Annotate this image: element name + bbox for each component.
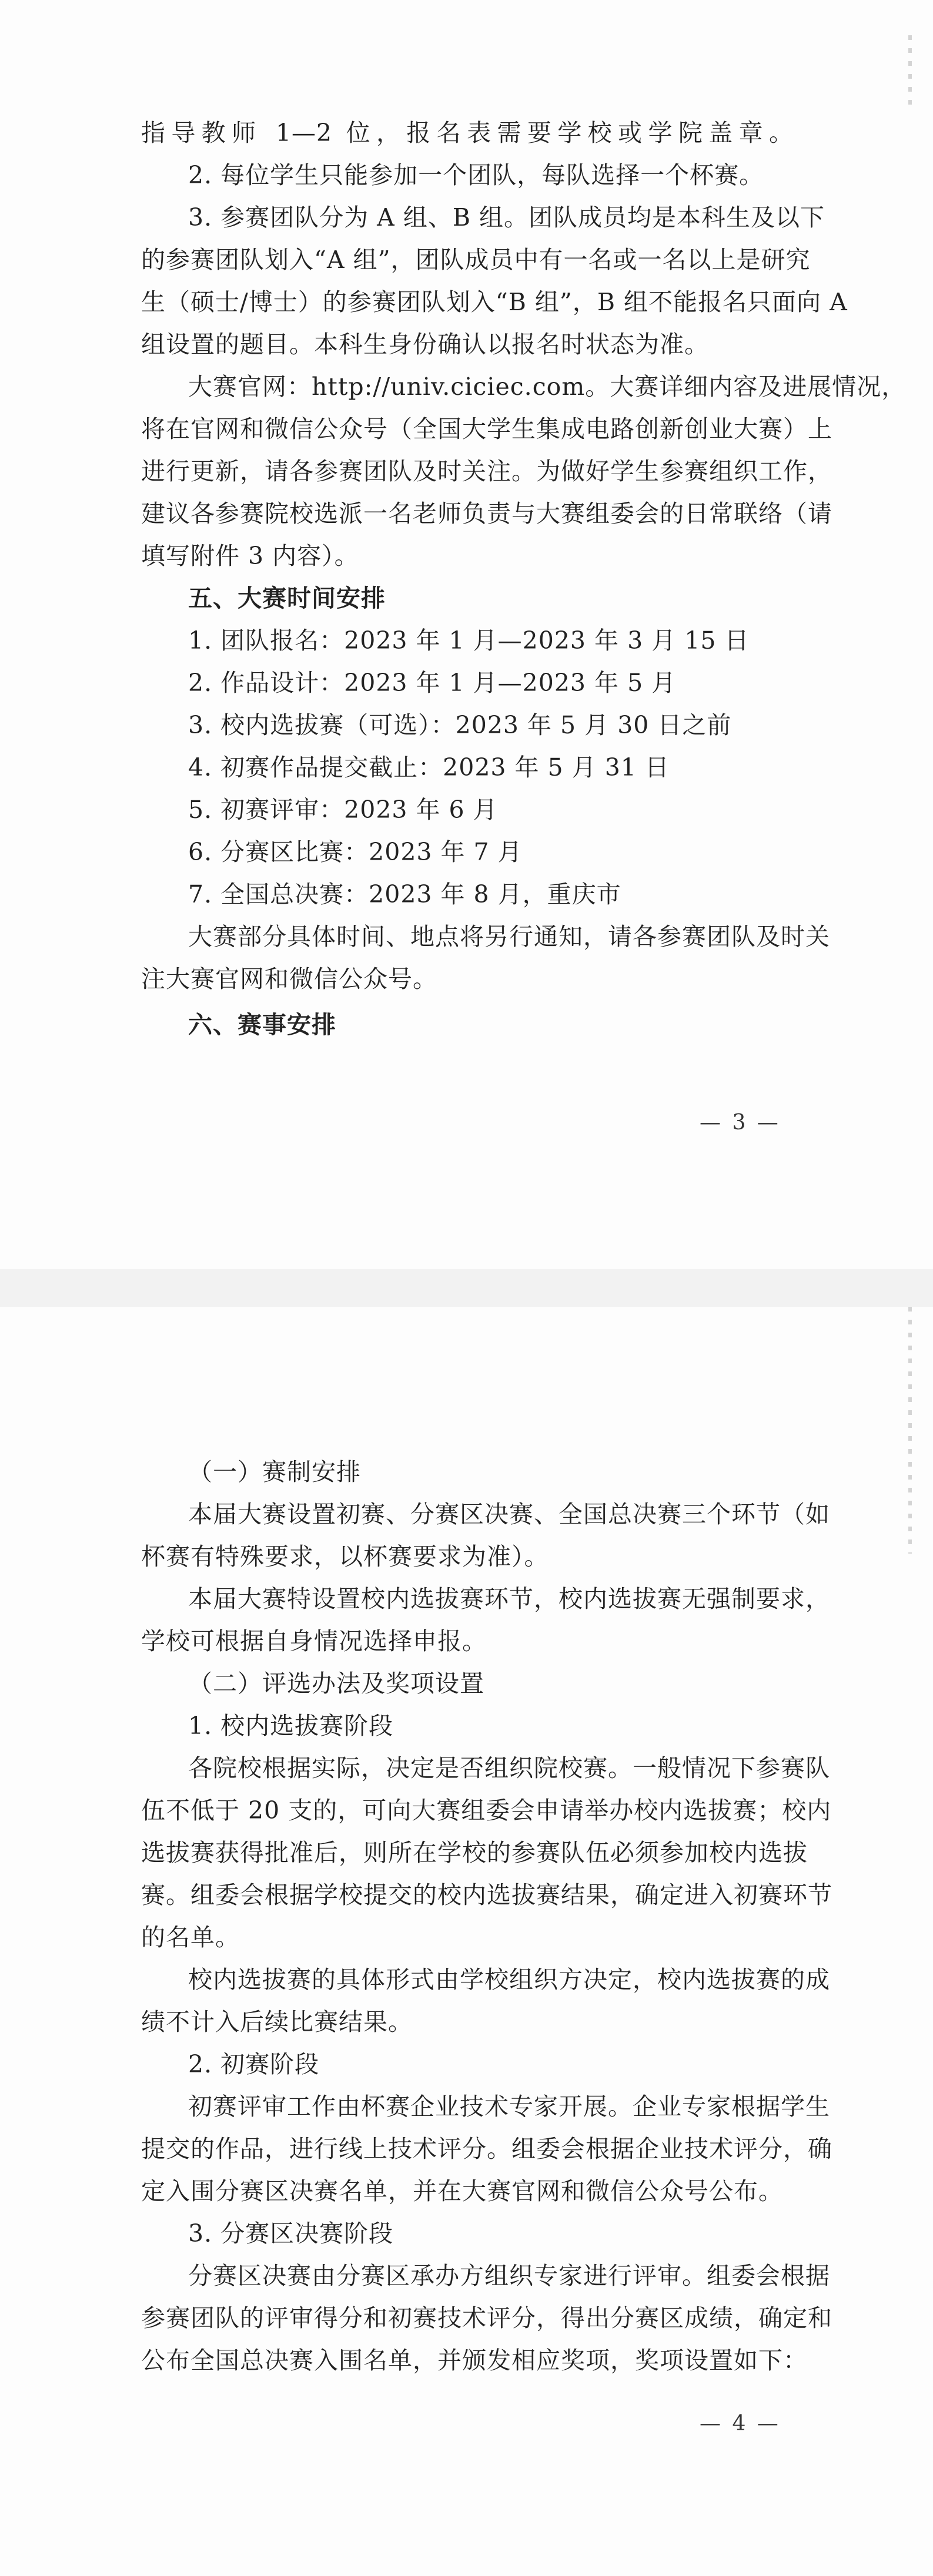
body-line: 填写附件 3 内容）。	[141, 542, 359, 570]
body-line: 生（硕士/博士）的参赛团队划入“B 组”，B 组不能报名只面向 A	[141, 288, 848, 316]
page-3-body	[141, 112, 907, 1046]
body-line: 学校可根据自身情况选择申报。	[141, 1627, 487, 1655]
page-4-body	[141, 1451, 832, 2382]
page-gap	[0, 1269, 933, 1307]
notice-line: 注大赛官网和微信公众号。	[141, 965, 437, 993]
body-line: 本届大赛设置初赛、分赛区决赛、全国总决赛三个环节（如	[188, 1500, 830, 1528]
body-line: 参赛团队的评审得分和初赛技术评分，得出分赛区成绩，确定和	[141, 2304, 832, 2332]
page-3	[0, 0, 933, 1269]
body-line: 校内选拔赛的具体形式由学校组织方决定，校内选拔赛的成	[188, 1965, 830, 1994]
body-line: 绩不计入后续比赛结果。	[141, 2008, 413, 2036]
schedule-item: 5. 初赛评审：2023 年 6 月	[188, 796, 498, 824]
stage-heading: 2. 初赛阶段	[188, 2050, 320, 2078]
body-line: 的名单。	[141, 1923, 240, 1951]
body-line: 分赛区决赛由分赛区承办方组织专家进行评审。组委会根据	[188, 2262, 830, 2290]
body-line: 大赛官网：http://univ.ciciec.com。大赛详细内容及进展情况，	[188, 373, 907, 401]
body-line: 2. 每位学生只能参加一个团队，每队选择一个杯赛。	[188, 161, 764, 189]
page-4	[0, 1307, 933, 2576]
body-line: 定入围分赛区决赛名单，并在大赛官网和微信公众号公布。	[141, 2177, 783, 2205]
scan-margin-mark	[908, 1307, 912, 1554]
page-number: — 4 —	[700, 2411, 781, 2436]
body-line: 本届大赛特设置校内选拔赛环节，校内选拔赛无强制要求，	[188, 1585, 830, 1613]
body-line: 杯赛有特殊要求，以杯赛要求为准）。	[141, 1542, 549, 1571]
schedule-item: 4. 初赛作品提交截止：2023 年 5 月 31 日	[188, 753, 670, 781]
body-line: 进行更新，请各参赛团队及时关注。为做好学生参赛组织工作，	[141, 457, 832, 485]
stage-heading: 1. 校内选拔赛阶段	[188, 1712, 394, 1740]
body-line: 伍不低于 20 支的，可向大赛组委会申请举办校内选拔赛；校内	[141, 1796, 832, 1824]
subsection-heading: （二）评选办法及奖项设置	[188, 1669, 484, 1698]
stage-heading: 3. 分赛区决赛阶段	[188, 2219, 394, 2248]
body-line: 公布全国总决赛入围名单，并颁发相应奖项，奖项设置如下：	[141, 2346, 808, 2374]
section-heading-5: 五、大赛时间安排	[188, 584, 386, 612]
schedule-item: 2. 作品设计：2023 年 1 月—2023 年 5 月	[188, 669, 677, 697]
scan-margin-mark	[908, 35, 912, 106]
body-line: 赛。组委会根据学校提交的校内选拔赛结果，确定进入初赛环节	[141, 1881, 832, 1909]
body-line: 3. 参赛团队分为 A 组、B 组。团队成员均是本科生及以下	[188, 203, 825, 232]
page-number: — 3 —	[700, 1111, 781, 1135]
body-line: 提交的作品，进行线上技术评分。组委会根据企业技术评分，确	[141, 2135, 832, 2163]
body-line: 的参赛团队划入“A 组”，团队成员中有一名或一名以上是研究	[141, 246, 811, 274]
schedule-item: 3. 校内选拔赛（可选）：2023 年 5 月 30 日之前	[188, 711, 732, 739]
body-line: 指导教师 1—2 位，报名表需要学校或学院盖章。	[141, 119, 794, 147]
body-line: 初赛评审工作由杯赛企业技术专家开展。企业专家根据学生	[188, 2092, 830, 2121]
schedule-item: 6. 分赛区比赛：2023 年 7 月	[188, 838, 523, 866]
notice-line: 大赛部分具体时间、地点将另行通知，请各参赛团队及时关	[188, 923, 830, 951]
body-line: 组设置的题目。本科生身份确认以报名时状态为准。	[141, 330, 709, 358]
body-line: 各院校根据实际，决定是否组织院校赛。一般情况下参赛队	[188, 1754, 830, 1782]
body-line: 建议各参赛院校选派一名老师负责与大赛组委会的日常联络（请	[141, 499, 832, 528]
subsection-heading: （一）赛制安排	[188, 1458, 361, 1486]
schedule-item: 1. 团队报名：2023 年 1 月—2023 年 3 月 15 日	[188, 626, 750, 655]
body-line: 选拔赛获得批准后，则所在学校的参赛队伍必须参加校内选拔	[141, 1839, 808, 1867]
schedule-item: 7. 全国总决赛：2023 年 8 月，重庆市	[188, 880, 621, 908]
body-line: 将在官网和微信公众号（全国大学生集成电路创新创业大赛）上	[141, 415, 832, 443]
section-heading-6: 六、赛事安排	[188, 1011, 336, 1039]
